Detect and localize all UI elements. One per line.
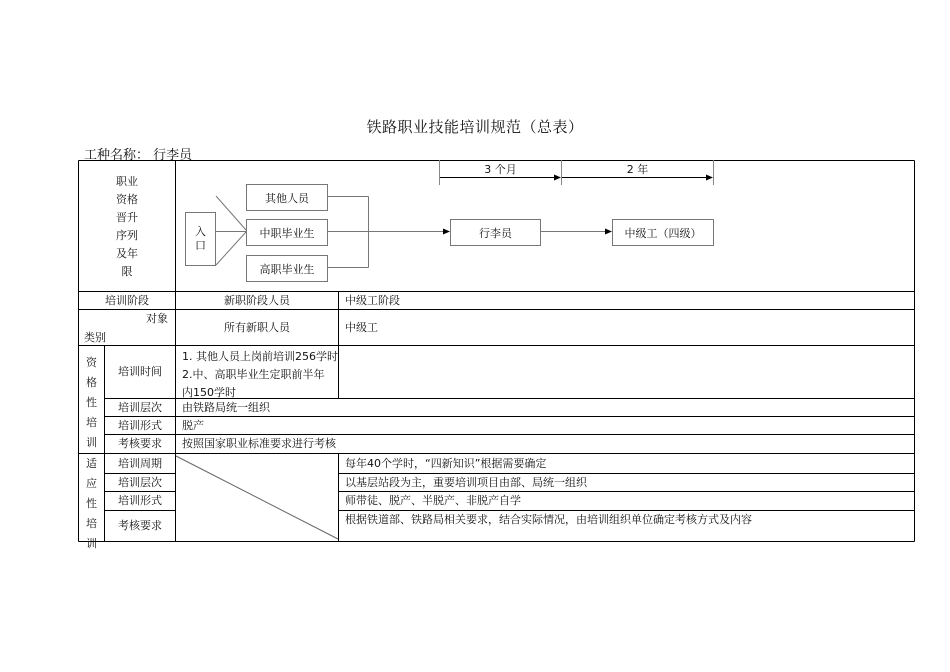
adapt-cycle-value: 每年40个学时，“四新知识”根据需要确定 <box>345 457 547 470</box>
source-vocational-graduate: 中职毕业生 <box>246 219 328 246</box>
qual-assessment-label: 考核要求 <box>118 437 162 450</box>
entry-box: 入 口 <box>185 212 216 266</box>
qual-level-label: 培训层次 <box>118 401 162 414</box>
stage-porter: 行李员 <box>450 219 541 246</box>
duration-1: 3 个月 <box>484 163 517 176</box>
adapt-assessment-label: 考核要求 <box>118 519 162 532</box>
qual-assessment-value: 按照国家职业标准要求进行考核 <box>182 437 336 450</box>
adapt-cycle-label: 培训周期 <box>118 457 162 470</box>
target-row-col2: 中级工 <box>345 321 378 334</box>
qual-form-label: 培训形式 <box>118 419 162 432</box>
adapt-level-value: 以基层站段为主，重要培训项目由部、局统一组织 <box>345 476 587 489</box>
qual-time-label: 培训时间 <box>118 365 162 378</box>
job-label: 工种名称： <box>84 148 150 163</box>
qual-level-value: 由铁路局统一组织 <box>182 401 270 414</box>
target-header-bottom: 类别 <box>84 331 106 344</box>
source-college-graduate: 高职毕业生 <box>246 255 328 282</box>
qual-form-value: 脱产 <box>182 419 204 432</box>
qual-time-value: 1. 其他人员上岗前培训256学时 2.中、高职毕业生定职前半年 内150学时 <box>182 350 338 399</box>
qualification-group-label: 资 格 性 培 训 <box>86 356 97 449</box>
career-path-label: 职业 资格 晋升 序列 及年 限 <box>116 175 138 278</box>
page-title: 铁路职业技能培训规范（总表） <box>366 118 584 136</box>
adapt-form-value: 师带徒、脱产、半脱产、非脱产自学 <box>345 494 521 507</box>
stage-row-col2: 中级工阶段 <box>345 294 400 307</box>
target-row-col1: 所有新职人员 <box>224 321 290 334</box>
stage-intermediate: 中级工（四级） <box>612 219 714 246</box>
adaptive-group-label: 适 应 性 培 训 <box>86 457 97 550</box>
duration-2: 2 年 <box>626 163 649 176</box>
adapt-assessment-value: 根据铁道部、铁路局相关要求，结合实际情况，由培训组织单位确定考核方式及内容 <box>345 513 752 526</box>
stage-row-label: 培训阶段 <box>105 294 149 307</box>
source-other-staff: 其他人员 <box>246 184 328 211</box>
adapt-level-label: 培训层次 <box>118 476 162 489</box>
stage-row-col1: 新职阶段人员 <box>224 294 290 307</box>
adapt-form-label: 培训形式 <box>118 494 162 507</box>
job-name: 行李员 <box>153 148 193 163</box>
target-header-top: 对象 <box>146 312 168 325</box>
